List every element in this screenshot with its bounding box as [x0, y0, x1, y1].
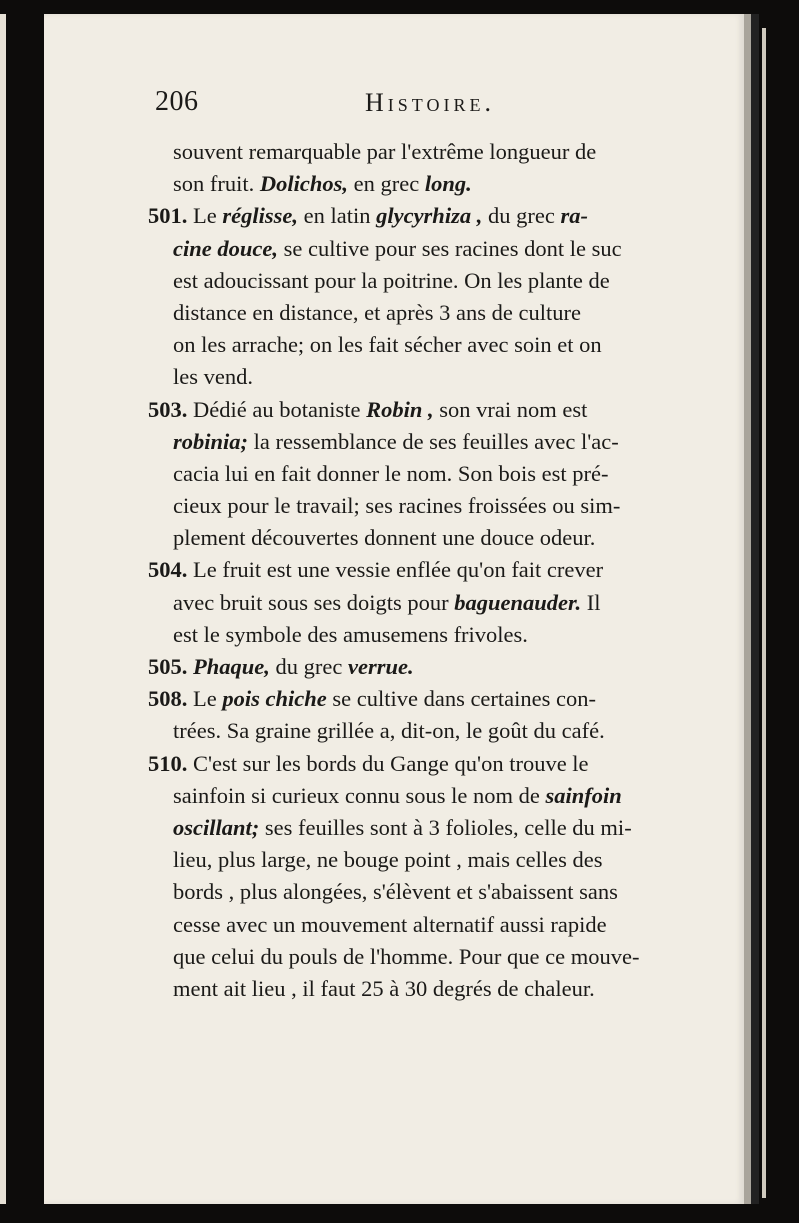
page-left-edge — [0, 14, 6, 1204]
italic-term: cine douce, — [173, 235, 278, 261]
text-line — [148, 748, 700, 780]
text-line — [148, 297, 700, 329]
italic-term: Phaque, — [193, 654, 270, 679]
italic-term: glycyrhiza , — [376, 203, 483, 229]
text-line — [148, 844, 700, 876]
italic-term: ra- — [560, 203, 588, 229]
binding-shadow — [751, 14, 759, 1204]
body-text — [148, 136, 700, 1005]
text-run: cacia lui en fait donner le nom. Son bois est pré- — [173, 460, 609, 486]
text-run: ment ait lieu , il faut 25 à 30 degrés de chaleur. — [173, 975, 595, 1001]
italic-term: oscillant; — [173, 814, 260, 840]
text-line — [148, 490, 700, 522]
italic-term: sainfoin — [545, 782, 622, 808]
page-header — [155, 86, 715, 126]
text-run: sainfoin si curieux connu sous le nom de — [173, 782, 546, 808]
text-line — [148, 554, 700, 586]
text-line — [148, 200, 700, 232]
text-run: que celui du pouls de l'homme. Pour que ce mouve- — [173, 943, 640, 969]
italic-term: Dolichos, — [259, 171, 349, 197]
text-run: du grec — [269, 654, 348, 679]
text-run: la ressemblance de ses feuilles avec l'ac- — [248, 428, 619, 454]
article-number: 508. — [148, 686, 188, 712]
text-line — [148, 233, 700, 265]
text-run: bords , plus alongées, s'élèvent et s'abaissent sans — [173, 879, 618, 905]
text-run: Dédié au botaniste — [187, 396, 367, 422]
text-run: Le fruit est une vessie enflée qu'on fait crever — [187, 557, 604, 583]
text-run: plement découvertes donnent une douce odeur. — [173, 525, 596, 551]
page-right-edge — [744, 14, 751, 1204]
text-run: souvent remarquable par l'extrême longueur de — [173, 139, 597, 164]
text-line — [148, 780, 700, 812]
text-run: son fruit. — [173, 171, 260, 197]
text-line — [148, 941, 700, 973]
text-run: cieux pour le travail; ses racines froissées ou sim- — [173, 493, 621, 519]
article-number: 510. — [148, 750, 188, 776]
text-line — [148, 168, 700, 200]
page-number: 206 — [155, 86, 199, 117]
text-run: Il — [581, 589, 601, 615]
text-line — [148, 973, 700, 1005]
text-run: cesse avec un mouvement alternatif aussi rapide — [173, 911, 607, 937]
article-number: 501. — [148, 203, 188, 229]
text-run: on les arrache; on les fait sécher avec soin et on — [173, 332, 602, 358]
text-run: les vend. — [173, 364, 253, 390]
text-line — [148, 909, 700, 941]
text-run: Le — [187, 686, 223, 712]
text-run: en grec — [348, 171, 425, 197]
article-number: 503. — [148, 396, 188, 422]
italic-term: pois chiche — [222, 686, 327, 712]
text-run: en latin — [297, 203, 377, 229]
text-run: Le — [187, 203, 223, 229]
text-line — [148, 265, 700, 297]
text-line — [148, 587, 700, 619]
italic-term: réglisse, — [222, 203, 298, 229]
text-line — [148, 426, 700, 458]
text-run: ses feuilles sont à 3 folioles, celle du mi- — [259, 814, 632, 840]
text-run: distance en distance, et après 3 ans de culture — [173, 299, 581, 325]
text-line — [148, 683, 700, 715]
text-line — [148, 329, 700, 361]
text-run: son vrai nom est — [433, 396, 588, 422]
text-line — [148, 458, 700, 490]
text-line — [148, 136, 700, 168]
next-page-strip — [762, 28, 766, 1198]
text-run: du grec — [482, 203, 561, 229]
text-line — [148, 812, 700, 844]
text-line — [148, 522, 700, 554]
italic-term: long. — [424, 171, 472, 197]
italic-term: verrue. — [347, 654, 414, 679]
article-number: 504. — [148, 557, 188, 583]
text-line — [148, 876, 700, 908]
text-line — [148, 619, 700, 651]
text-run: se cultive dans certaines con- — [326, 686, 596, 712]
italic-term: robinia; — [173, 428, 249, 454]
text-run: lieu, plus large, ne bouge point , mais celles des — [173, 847, 603, 873]
text-line — [148, 361, 700, 393]
text-run: est le symbole des amusemens frivoles. — [173, 621, 528, 647]
italic-term: baguenauder. — [454, 589, 582, 615]
text-line — [148, 651, 700, 683]
text-run: avec bruit sous ses doigts pour — [173, 589, 455, 615]
text-line — [148, 394, 700, 426]
running-title: Histoire. — [365, 88, 495, 117]
text-run: trées. Sa graine grillée a, dit-on, le goût du café. — [173, 718, 605, 744]
text-run: est adoucissant pour la poitrine. On les plante de — [173, 267, 610, 293]
text-run: C'est sur les bords du Gange qu'on trouve le — [187, 750, 589, 776]
article-number: 505. — [148, 654, 188, 679]
text-run: se cultive pour ses racines dont le suc — [277, 235, 622, 261]
text-line — [148, 715, 700, 747]
italic-term: Robin , — [366, 396, 434, 422]
